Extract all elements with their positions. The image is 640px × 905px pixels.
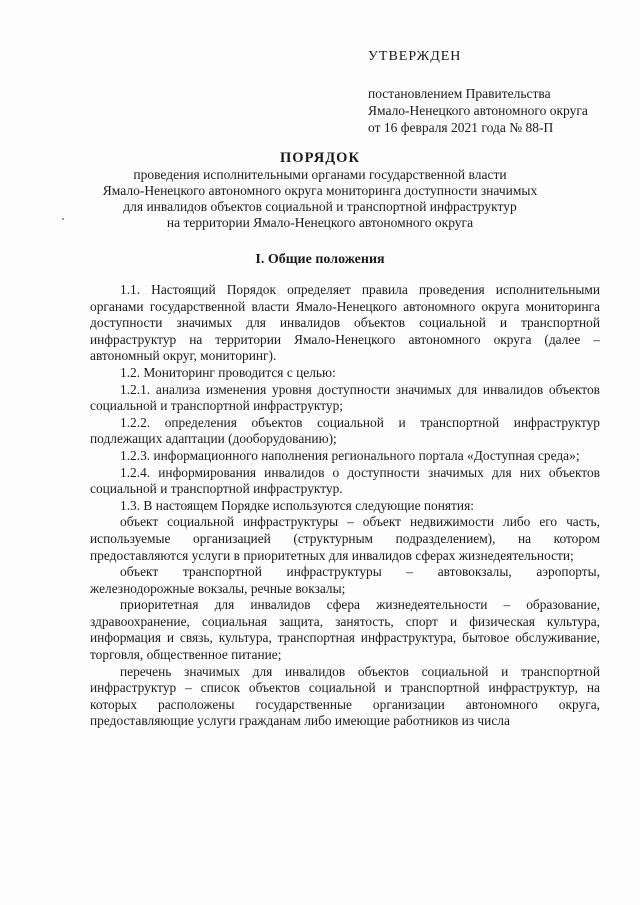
paragraph: 1.2. Мониторинг проводится с целью: bbox=[120, 364, 336, 380]
paragraph: объект социальной инфраструктуры – объект недвижимости либо его часть, используемые организацией (структурным подразделением), на котором предоставляются услуги в приоритетных для инвалидов сферах жизнедеятельности; bbox=[90, 514, 600, 563]
paragraph: объект транспортной инфраструктуры – автовокзалы, аэропорты, железнодорожные вокзалы, речные вокзалы; bbox=[90, 564, 600, 596]
document-title: ПОРЯДОК bbox=[280, 150, 360, 166]
paragraph: 1.2.2. определения объектов социальной и транспортной инфраструктур подлежащих адаптации (дооборудованию); bbox=[90, 414, 600, 447]
document-subtitle-line: на территории Ямало-Ненецкого автономного округа bbox=[166, 215, 474, 230]
document-subtitle-line: проведения исполнительными органами государственной власти bbox=[133, 167, 507, 182]
paragraph: 1.3. В настоящем Порядке используются следующие понятия: bbox=[120, 497, 474, 513]
approval-line: Ямало-Ненецкого автономного округа bbox=[368, 103, 588, 118]
paragraph: приоритетная для инвалидов сфера жизнедеятельности – образование, здравоохранение, социальная защита, занятость, спорт и физическая культура, информация и связь, культура, транспортная инфраструктура, бытовое обслуживание, торговля, общественное питание; bbox=[90, 597, 600, 663]
paragraph: 1.2.3. информационного наполнения регионального портала «Доступная среда»; bbox=[120, 447, 580, 463]
approval-block bbox=[368, 48, 628, 136]
paragraph: 1.2.4. информирования инвалидов о доступности значимых для них объектов социальной и транспортной инфраструктур. bbox=[90, 464, 600, 497]
paragraph: 1.2.1. анализа изменения уровня доступности значимых для инвалидов объектов социальной и транспортной инфраструктур; bbox=[90, 381, 600, 414]
document-subtitle-line: Ямало-Ненецкого автономного округа мониторинга доступности значимых bbox=[102, 183, 538, 198]
approval-heading: УТВЕРЖДЕН bbox=[368, 49, 462, 64]
document-body bbox=[90, 282, 600, 730]
approval-line: постановлением Правительства bbox=[368, 86, 551, 101]
scan-speck bbox=[62, 218, 64, 220]
paragraph: перечень значимых для инвалидов объектов социальной и транспортной инфраструктур – список объектов социальной и транспортной инфраструктур, на которых расположены государственные организации автономного округа, предоставляющие услуги гражданам либо имеющие работников из числа bbox=[90, 663, 600, 729]
document-title-block bbox=[0, 150, 640, 231]
approval-line: от 16 февраля 2021 года № 88-П bbox=[368, 120, 554, 135]
document-subtitle-line: для инвалидов объектов социальной и транспортной инфраструктур bbox=[123, 199, 517, 214]
paragraph: 1.1. Настоящий Порядок определяет правила проведения исполнительными органами государственной власти Ямало-Ненецкого автономного округа мониторинга доступности значимых для инвалидов объектов социальной и транспортной инфраструктур на территории Ямало-Ненецкого автономного округа (далее – автономный округ, мониторинг). bbox=[90, 282, 600, 364]
section-heading: I. Общие положения bbox=[255, 252, 385, 267]
